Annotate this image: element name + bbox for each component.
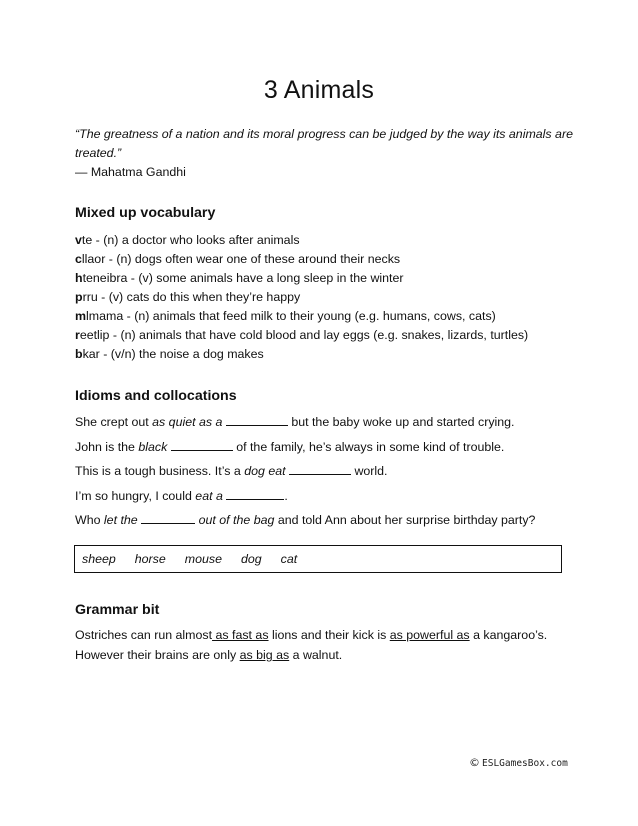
copyright-icon: © <box>469 756 480 769</box>
quote-text: “The greatness of a nation and its moral progress can be judged by the way its animals are treated.” <box>75 127 573 160</box>
idioms-heading: Idioms and collocations <box>75 388 237 404</box>
vocab-item: cllaor - (n) dogs often wear one of these around their necks <box>75 252 401 266</box>
answer-blank[interactable] <box>141 511 195 524</box>
answer-blank[interactable] <box>171 438 233 451</box>
copyright-footer <box>469 756 568 769</box>
word-option: cat <box>280 552 298 566</box>
vocab-item: bkar - (v/n) the noise a dog makes <box>75 347 264 361</box>
vocab-heading: Mixed up vocabulary <box>75 205 216 221</box>
grammar-heading: Grammar bit <box>75 602 160 618</box>
vocab-item: hteneibra - (v) some animals have a long sleep in the winter <box>75 271 404 285</box>
word-option: mouse <box>184 552 222 566</box>
idiom-item: Who let the out of the bag and told Ann about her surprise birthday party? <box>75 513 536 528</box>
vocab-item: prru - (v) cats do this when they’re happy <box>75 290 301 304</box>
grammar-block <box>75 626 595 666</box>
footer-site: ESLGamesBox.com <box>482 758 568 769</box>
word-option: dog <box>240 552 262 566</box>
idioms-list <box>75 413 595 536</box>
vocab-item: reetlip - (n) animals that have cold blood and lay eggs (e.g. snakes, lizards, turtles) <box>75 328 529 342</box>
idiom-item: John is the black of the family, he’s always in some kind of trouble. <box>75 439 505 454</box>
vocab-item: mlmama - (n) animals that feed milk to their young (e.g. humans, cows, cats) <box>75 309 496 323</box>
idiom-item: She crept out as quiet as a but the baby woke up and started crying. <box>75 415 515 429</box>
grammar-line: However their brains are only as big as a walnut. <box>75 648 343 662</box>
word-option: horse <box>134 552 166 566</box>
quote-author: — Mahatma Gandhi <box>75 165 186 179</box>
vocab-item: vte - (n) a doctor who looks after animals <box>75 233 300 247</box>
idiom-item: I’m so hungry, I could eat a . <box>75 488 288 503</box>
word-option: sheep <box>82 552 116 566</box>
grammar-line: Ostriches can run almost as fast as lions and their kick is as powerful as a kangaroo’s. <box>75 628 548 642</box>
answer-blank[interactable] <box>226 487 284 500</box>
quote-block <box>75 125 575 182</box>
word-box <box>74 545 562 573</box>
vocab-list <box>75 231 595 364</box>
answer-blank[interactable] <box>226 413 288 426</box>
idiom-item: This is a tough business. It’s a dog eat world. <box>75 464 388 479</box>
answer-blank[interactable] <box>289 462 351 475</box>
page-title: 3 Animals <box>263 76 375 104</box>
